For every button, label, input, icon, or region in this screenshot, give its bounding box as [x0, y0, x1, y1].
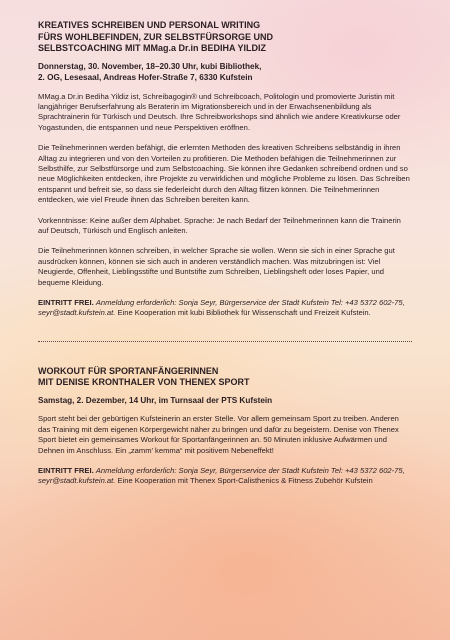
event2-entry-registration: Anmeldung erforderlich: Sonja Seyr, Bürgerservice der Stadt Kufstein Tel: +43 5372 602-75, seyr@stadt.kufstein.at.	[38, 465, 405, 486]
event2-meta-line: Samstag, 2. Dezember, 14 Uhr, im Turnsaal der PTS Kufstein	[38, 395, 273, 405]
event2-title	[38, 366, 412, 389]
event2-entry-cooperation: Eine Kooperation mit Thenex Sport-Calisthenics & Fitness Zubehör Kufstein	[117, 476, 373, 486]
event1-entry-info	[38, 298, 412, 319]
event1-date-location	[38, 61, 412, 84]
event1-entry-free: EINTRITT FREI.	[38, 298, 94, 307]
event1-paragraph: Die Teilnehmerinnen werden befähigt, die erlernten Methoden des kreativen Schreibens selbständig in ihren Alltag zu integrieren und von den Vorteilen zu profitieren. Die Methoden befähigen die Teilnehmerinnen zur Selbsthilfe, zur Selbstfürsorge und zum Selbstcoaching. Sie können ihre Gedanken schreibend ordnen und so neue Möglichkeiten entdecken, ihre Projekte zu verwirklichen und mögliche Probleme zu lösen. Das Schreiben entspannt und befreit sie, so dass sie federleicht durch den Alltag flitzen können. Die Teilnehmerinnen entdecken, wie viel Freude ihnen das Schreiben bereiten kann.	[38, 143, 410, 205]
event2-paragraph: Sport steht bei der gebürtigen Kufsteinerin an erster Stelle. Vor allem gemeinsam Sport zu treiben. Anderen das Training mit dem eigenen Körpergewicht näher zu bringen und dafür zu begeistern. Denise von Thenex Sport bietet ein gemeinsames Workout für Sportanfängerinnen an. 50 Minuten inklusive Aufwärmen und Dehnen im Anschluss. Ein „zamm’ kemma“ mit positivem Nebeneffekt!	[38, 414, 399, 455]
event1-title	[38, 20, 412, 55]
event2-title-line: WORKOUT FÜR SPORTANFÄNGERINNEN	[38, 365, 219, 376]
section-divider	[38, 341, 412, 342]
event2-title-line: MIT DENISE KRONTHALER VON THENEX SPORT	[38, 377, 250, 388]
event2-entry-info	[38, 466, 412, 487]
event2-date-location	[38, 395, 412, 407]
event1-paragraph: MMag.a Dr.in Bediha Yildiz ist, Schreibagogin® und Schreibcoach, Politologin und promovierte Juristin mit langjähriger Berufserfahrung als Beraterin im Migrationsbereich und in der Erwachsenenbildung als Sprachtrainerin für Türkisch und Deutsch. Ihre Schreibworkshops sind ähnlich wie andere Kreativkurse oder Yogastunden, die entspannen und neue Perspektiven eröffnen.	[38, 91, 401, 132]
event1-entry-cooperation: Eine Kooperation mit kubi Bibliothek für Wissenschaft und Freizeit Kufstein.	[117, 308, 371, 318]
event1-title-line: SELBSTCOACHING MIT MMag.a Dr.in BEDIHA YILDIZ	[38, 43, 267, 53]
event1-paragraph: Vorkenntnisse: Keine außer dem Alphabet. Sprache: Je nach Bedarf der Teilnehmerinnen kann die Trainerin auf Deutsch, Türkisch und Englisch anleiten.	[38, 215, 401, 235]
event-writing-workshop	[38, 20, 412, 319]
event1-entry-registration: Anmeldung erforderlich: Sonja Seyr, Bürgerservice der Stadt Kufstein Tel: +43 5372 602-75, seyr@stadt.kufstein.at.	[38, 298, 405, 318]
event1-title-line: KREATIVES SCHREIBEN UND PERSONAL WRITING	[38, 20, 261, 30]
event1-meta-line: 2. OG, Lesesaal, Andreas Hofer-Straße 7, 6330 Kufstein	[38, 73, 253, 82]
event-workout	[38, 366, 412, 487]
event1-meta-line: Donnerstag, 30. November, 18–20.30 Uhr, kubi Bibliothek,	[38, 61, 262, 71]
event2-entry-free: EINTRITT FREI.	[38, 465, 94, 475]
event1-title-line: FÜRS WOHLBEFINDEN, ZUR SELBSTFÜRSORGE UND	[38, 31, 273, 42]
event1-paragraph: Die Teilnehmerinnen können schreiben, in welcher Sprache sie wollen. Wenn sie sich in einer Sprache gut ausdrücken können, können sie sich auch in anderen verständlich machen. Was mitzubringen ist: Viel Neugierde, Offenheit, Lieblingsstifte und Buntstifte zum Schreiben, Lieblingsheft oder loses Papier, und bequeme Kleidung.	[38, 246, 395, 287]
